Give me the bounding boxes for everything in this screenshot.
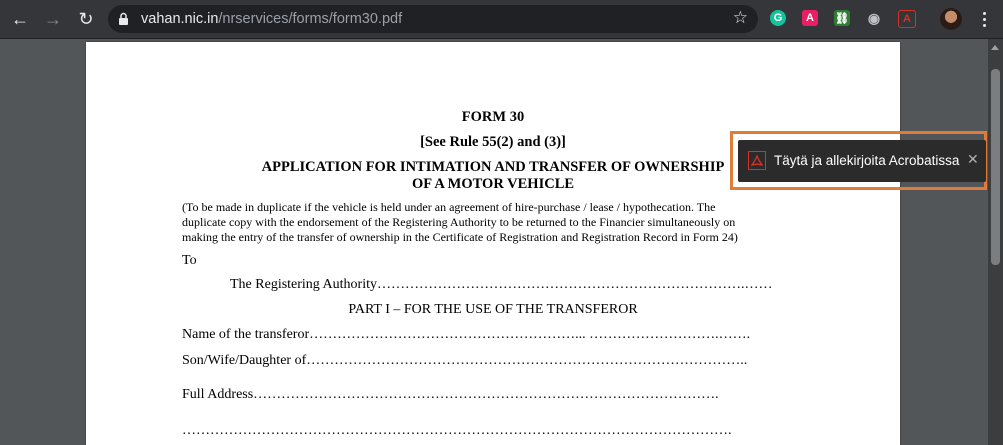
address-bar[interactable] (108, 5, 758, 33)
scroll-up-icon[interactable] (991, 45, 999, 50)
lock-icon (118, 12, 129, 31)
note-line-3: making the entry of the transfer of ownership in the Certificate of Registration and Registration Record in Form 24) (182, 230, 738, 244)
link-extension-icon[interactable]: ⛓ (834, 10, 850, 26)
heading-line-1: APPLICATION FOR INTIMATION AND TRANSFER OF OWNERSHIP (261, 159, 725, 175)
pdf-page (86, 42, 900, 445)
reload-icon[interactable]: ↻ (78, 8, 94, 29)
acrobat-extension-icon[interactable]: A (898, 10, 916, 28)
camera-extension-icon[interactable]: ◉ (867, 9, 881, 26)
relation-line: Son/Wife/Daughter of………………………………………………………………………………….. (182, 353, 748, 368)
scrollbar-thumb[interactable] (991, 69, 1000, 265)
registering-authority-line: The Registering Authority…………………………………………………………………….…… (230, 277, 773, 292)
bookmark-star-icon[interactable]: ☆ (732, 8, 748, 27)
browser-toolbar (0, 0, 1003, 39)
close-icon[interactable]: ✕ (967, 151, 979, 167)
a-extension-icon[interactable]: A (802, 10, 818, 26)
pdf-scrollbar[interactable] (988, 39, 1003, 445)
forward-icon[interactable]: → (44, 8, 62, 29)
note-line-1: (To be made in duplicate if the vehicle is held under an agreement of hire-purchase / lease / hypothecation. The (182, 200, 716, 214)
form-title: FORM 30 (461, 109, 525, 125)
profile-avatar[interactable] (940, 8, 962, 30)
grammarly-extension-icon[interactable]: G (770, 10, 786, 26)
part-1-heading: PART I – FOR THE USE OF THE TRANSFEROR (348, 302, 638, 317)
acrobat-fill-sign-popup[interactable] (738, 140, 986, 182)
browser-menu-icon[interactable] (974, 8, 994, 30)
full-address-line: Full Address………………………………………………………………………………………. (182, 387, 719, 402)
url-path: /nrservices/forms/form30.pdf (218, 11, 403, 27)
address-continuation-line: ………………………………………………………………………………………………………. (182, 423, 732, 438)
acrobat-icon (748, 151, 766, 170)
note-line-2: duplicate copy with the endorsement of the Registering Authority to be returned to the Financier simultaneously on (182, 215, 736, 229)
transferor-name-line: Name of the transferor…………………………………………………... ……………………….……. (182, 327, 751, 342)
to-label: To (182, 253, 197, 268)
url-text[interactable] (141, 11, 402, 27)
back-icon[interactable]: ← (11, 8, 29, 29)
heading-line-2: OF A MOTOR VEHICLE (411, 176, 575, 192)
popup-label[interactable]: Täytä ja allekirjoita Acrobatissa (774, 153, 960, 168)
url-host: vahan.nic.in (141, 11, 219, 27)
rule-reference: [See Rule 55(2) and (3)] (420, 134, 566, 150)
